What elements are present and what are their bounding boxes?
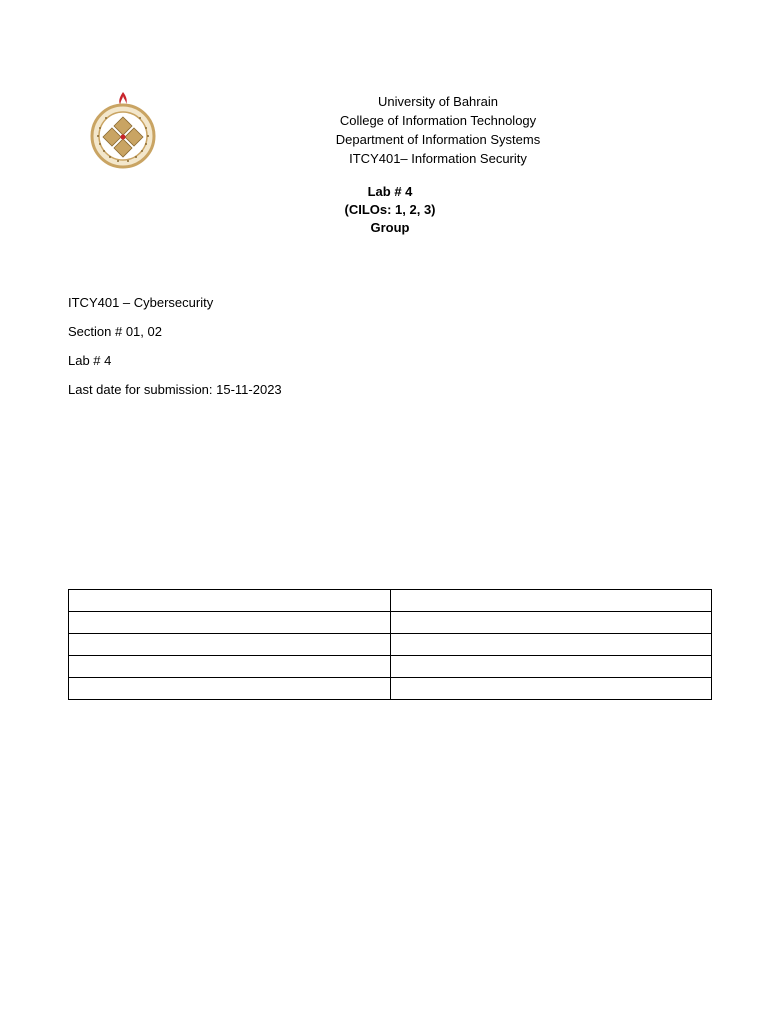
table-cell[interactable] xyxy=(69,590,391,612)
table-row xyxy=(69,590,712,612)
table-cell[interactable] xyxy=(390,634,712,656)
college-name: College of Information Technology xyxy=(339,113,537,128)
lab-heading xyxy=(310,183,470,237)
lab-info xyxy=(68,294,282,410)
lab-line: Lab # 4 xyxy=(68,353,112,368)
table-row xyxy=(69,634,712,656)
table-cell[interactable] xyxy=(390,656,712,678)
department-name: Department of Information Systems xyxy=(335,132,541,147)
lab-type: Group xyxy=(370,220,410,235)
university-header xyxy=(318,92,558,168)
lab-cilos: (CILOs: 1, 2, 3) xyxy=(344,202,436,217)
section-line: Section # 01, 02 xyxy=(68,324,162,339)
university-logo xyxy=(88,90,158,172)
university-seal-icon xyxy=(88,90,158,172)
table-cell[interactable] xyxy=(69,612,391,634)
table-cell[interactable] xyxy=(69,634,391,656)
table-cell[interactable] xyxy=(390,590,712,612)
deadline-line: Last date for submission: 15-11-2023 xyxy=(68,382,282,397)
table-cell[interactable] xyxy=(69,656,391,678)
table-row xyxy=(69,678,712,700)
table-row xyxy=(69,612,712,634)
table-cell[interactable] xyxy=(390,612,712,634)
course-line: ITCY401 – Cybersecurity xyxy=(68,295,214,310)
table-cell[interactable] xyxy=(69,678,391,700)
lab-title: Lab # 4 xyxy=(367,184,413,199)
table-cell[interactable] xyxy=(390,678,712,700)
student-table xyxy=(68,589,712,700)
course-title: ITCY401– Information Security xyxy=(349,151,527,166)
table-row xyxy=(69,656,712,678)
university-name: University of Bahrain xyxy=(378,94,498,109)
